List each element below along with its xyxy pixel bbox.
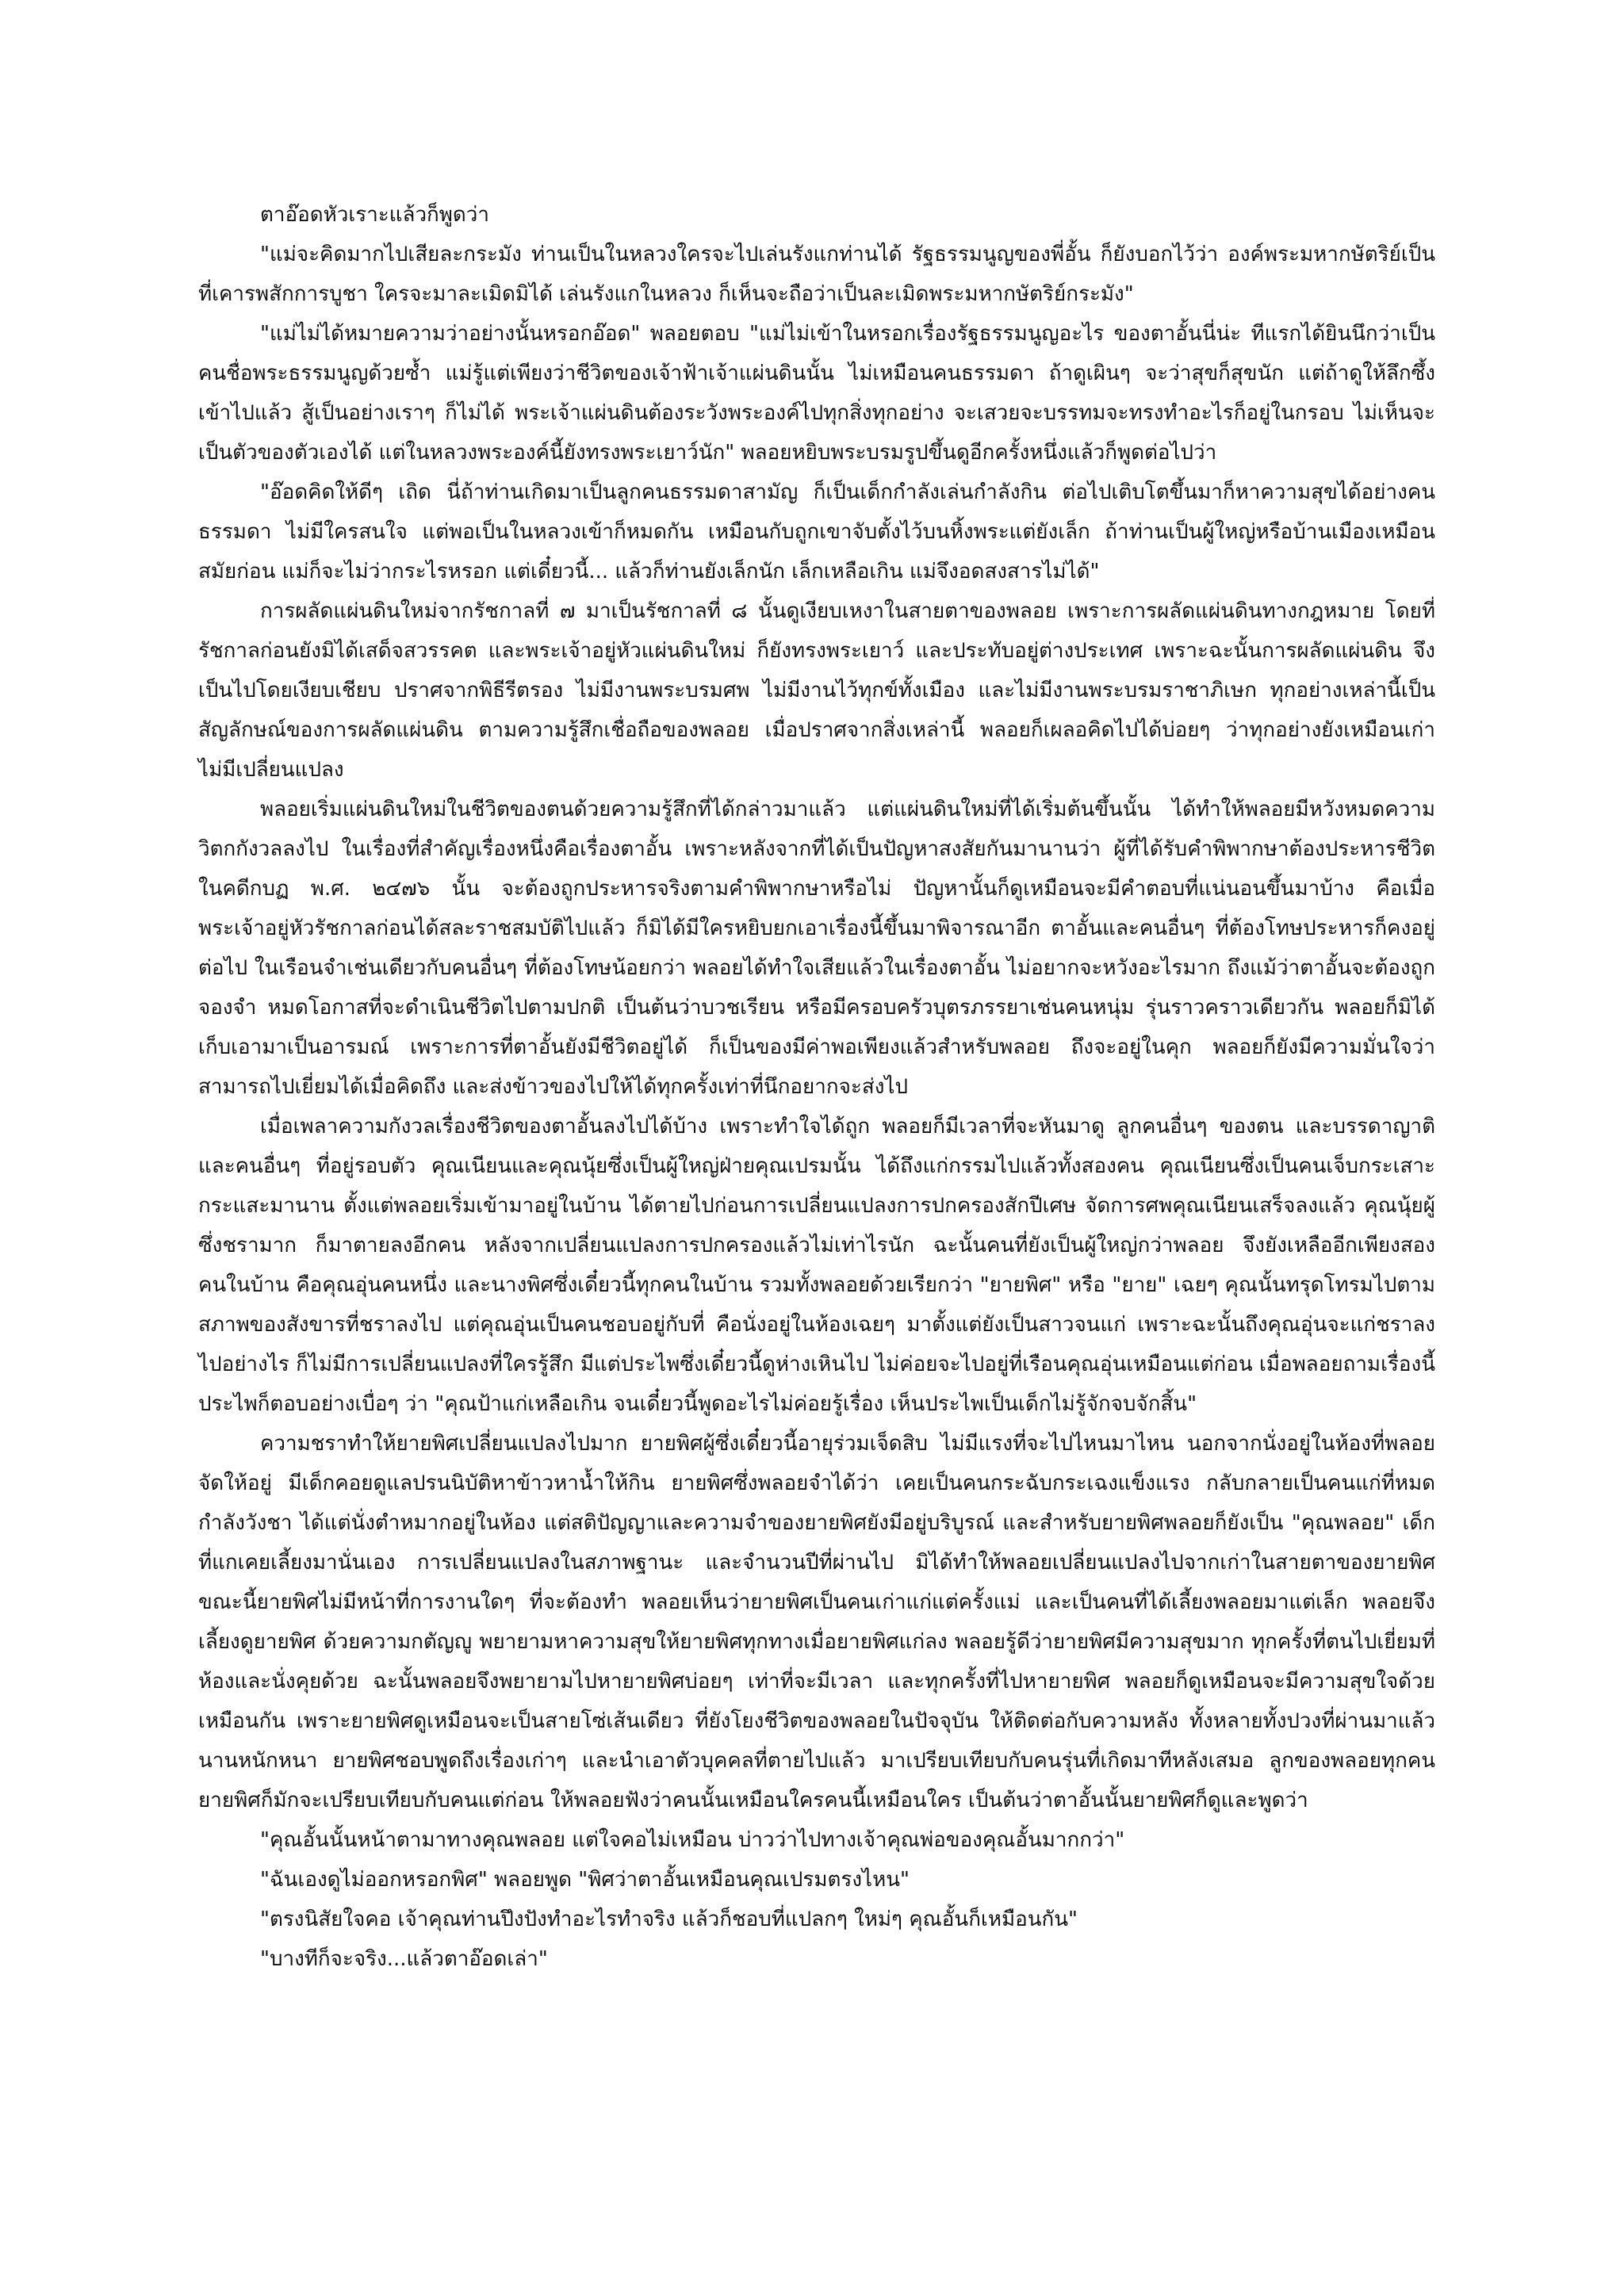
paragraph-5: การผลัดแผ่นดินใหม่จากรัชกาลที่ ๗ มาเป็นรัชกาลที่ ๘ นั้นดูเงียบเหงาในสายตาของพลอย เพราะการผลัดแผ่นดินทางกฎหมาย โดยที่รัชกาลก่อนยังมิได้เสด็จสวรรคต และพระเจ้าอยู่หัวแผ่นดินใหม่ ก็ยังทรงพระเยาว์ และประทับอยู่ต่างประเทศ เพราะฉะนั้นการผลัดแผ่นดิน จึงเป็นไปโดยเงียบเชียบ ปราศจากพิธีรีตรอง ไม่มีงานพระบรมศพ ไม่มีงานไว้ทุกข์ทั้งเมือง และไม่มีงานพระบรมราชาภิเษก ทุกอย่างเหล่านี้เป็นสัญลักษณ์ของการผลัดแผ่นดิน ตามความรู้สึกเชื่อถือของพลอย เมื่อปราศจากสิ่งเหล่านี้ พลอยก็เผลอคิดไปได้บ่อยๆ ว่าทุกอย่างยังเหมือนเก่าไม่มีเปลี่ยนแปลง [198,599,1435,782]
paragraph-1: ตาอ๊อดหัวเราะแล้วก็พูดว่า [260,203,490,227]
paragraph-6: พลอยเริ่มแผ่นดินใหม่ในชีวิตของตนด้วยความรู้สึกที่ได้กล่าวมาแล้ว แต่แผ่นดินใหม่ที่ได้เริ่มต้นขึ้นนั้น ได้ทำให้พลอยมีหวังหมดความวิตกกังวลลงไป ในเรื่องที่สำคัญเรื่องหนึ่งคือเรื่องตาอั้น เพราะหลังจากที่ได้เป็นปัญหาสงสัยกันมานานว่า ผู้ที่ได้รับคำพิพากษาต้องประหารชีวิต ในคดีกบฏ พ.ศ. ๒๔๗๖ นั้น จะต้องถูกประหารจริงตามคำพิพากษาหรือไม่ ปัญหานั้นก็ดูเหมือนจะมีคำตอบที่แน่นอนขึ้นมาบ้าง คือเมื่อพระเจ้าอยู่หัวรัชกาลก่อนได้สละราชสมบัติไปแล้ว ก็มิได้มีใครหยิบยกเอาเรื่องนี้ขึ้นมาพิจารณาอีก ตาอั้นและคนอื่นๆ ที่ต้องโทษประหารก็คงอยู่ต่อไป ในเรือนจำเช่นเดียวกับคนอื่นๆ ที่ต้องโทษน้อยกว่า พลอยได้ทำใจเสียแล้วในเรื่องตาอั้น ไม่อยากจะหวังอะไรมาก ถึงแม้ว่าตาอั้นจะต้องถูกจองจำ หมดโอกาสที่จะดำเนินชีวิตไปตามปกติ เป็นต้นว่าบวชเรียน หรือมีครอบครัวบุตรภรรยาเช่นคนหนุ่ม รุ่นราวคราวเดียวกัน พลอยก็มิได้เก็บเอามาเป็นอารมณ์ เพราะการที่ตาอั้นยังมีชีวิตอยู่ได้ ก็เป็นของมีค่าพอเพียงแล้วสำหรับพลอย ถึงจะอยู่ในคุก พลอยก็ยังมีความมั่นใจว่าสามารถไปเยี่ยมได้เมื่อคิดถึง และส่งข้าวของไปให้ได้ทุกครั้งเท่าที่นึกอยากจะส่งไป [198,798,1435,1099]
paragraph-4: "อ๊อดคิดให้ดีๆ เถิด นี่ถ้าท่านเกิดมาเป็นลูกคนธรรมดาสามัญ ก็เป็นเด็กกำลังเล่นกำลังกิน ต่อไปเติบโตขึ้นมาก็หาความสุขได้อย่างคนธรรมดา ไม่มีใครสนใจ แต่พอเป็นในหลวงเข้าก็หมดกัน เหมือนกับถูกเขาจับตั้งไว้บนหิ้งพระแต่ยังเล็ก ถ้าท่านเป็นผู้ใหญ่หรือบ้านเมืองเหมือนสมัยก่อน แม่ก็จะไม่ว่ากระไรหรอก แต่เดี๋ยวนี้... แล้วก็ท่านยังเล็กนัก เล็กเหลือเกิน แม่จึงอดสงสารไม่ได้" [198,480,1435,584]
paragraph-8: ความชราทำให้ยายพิศเปลี่ยนแปลงไปมาก ยายพิศผู้ซึ่งเดี๋ยวนี้อายุร่วมเจ็ดสิบ ไม่มีแรงที่จะไปไหนมาไหน นอกจากนั่งอยู่ในห้องที่พลอยจัดให้อยู่ มีเด็กคอยดูแลปรนนิบัติหาข้าวหาน้ำให้กิน ยายพิศซึ่งพลอยจำได้ว่า เคยเป็นคนกระฉับกระเฉงแข็งแรง กลับกลายเป็นคนแก่ที่หมดกำลังวังชา ได้แต่นั่งตำหมากอยู่ในห้อง แต่สติปัญญาและความจำของยายพิศยังมีอยู่บริบูรณ์ และสำหรับยายพิศพลอยก็ยังเป็น "คุณพลอย" เด็กที่แกเคยเลี้ยงมานั่นเอง การเปลี่ยนแปลงในสภาพฐานะ และจำนวนปีที่ผ่านไป มิได้ทำให้พลอยเปลี่ยนแปลงไปจากเก่าในสายตาของยายพิศ ขณะนี้ยายพิศไม่มีหน้าที่การงานใดๆ ที่จะต้องทำ พลอยเห็นว่ายายพิศเป็นคนเก่าแก่แต่ครั้งแม่ และเป็นคนที่ได้เลี้ยงพลอยมาแต่เล็ก พลอยจึงเลี้ยงดูยายพิศ ด้วยความกตัญญู พยายามหาความสุขให้ยายพิศทุกทางเมื่อยายพิศแก่ลง พลอยรู้ดีว่ายายพิศมีความสุขมาก ทุกครั้งที่ตนไปเยี่ยมที่ห้องและนั่งคุยด้วย ฉะนั้นพลอยจึงพยายามไปหายายพิศบ่อยๆ เท่าที่จะมีเวลา และทุกครั้งที่ไปหายายพิศ พลอยก็ดูเหมือนจะมีความสุขใจด้วยเหมือนกัน เพราะยายพิศดูเหมือนจะเป็นสายโซ่เส้นเดียว ที่ยังโยงชีวิตของพลอยในปัจจุบัน ให้ติดต่อกับความหลัง ทั้งหลายทั้งปวงที่ผ่านมาแล้วนานหนักหนา ยายพิศชอบพูดถึงเรื่องเก่าๆ และนำเอาตัวบุคคลที่ตายไปแล้ว มาเปรียบเทียบกับคนรุ่นที่เกิดมาทีหลังเสมอ ลูกของพลอยทุกคน ยายพิศก็มักจะเปรียบเทียบกับคนแต่ก่อน ให้พลอยฟังว่าคนนั้นเหมือนใครคนนี้เหมือนใคร เป็นต้นว่าตาอั้นนั้นยายพิศก็ดูและพูดว่า [198,1432,1435,1812]
dialogue-line-2: "ฉันเองดูไม่ออกหรอกพิศ" พลอยพูด "พิศว่าตาอั้นเหมือนคุณเปรมตรงไหน" [260,1868,910,1892]
paragraph-7: เมื่อเพลาความกังวลเรื่องชีวิตของตาอั้นลงไปได้บ้าง เพราะทำใจได้ถูก พลอยก็มีเวลาที่จะหันมาดู ลูกคนอื่นๆ ของตน และบรรดาญาติและคนอื่นๆ ที่อยู่รอบตัว คุณเนียนและคุณนุ้ยซึ่งเป็นผู้ใหญ่ฝ่ายคุณเปรมนั้น ได้ถึงแก่กรรมไปแล้วทั้งสองคน คุณเนียนซึ่งเป็นคนเจ็บกระเสาะกระแสะมานาน ตั้งแต่พลอยเริ่มเข้ามาอยู่ในบ้าน ได้ตายไปก่อนการเปลี่ยนแปลงการปกครองสักปีเศษ จัดการศพคุณเนียนเสร็จลงแล้ว คุณนุ้ยผู้ซึ่งชรามาก ก็มาตายลงอีกคน หลังจากเปลี่ยนแปลงการปกครองแล้วไม่เท่าไรนัก ฉะนั้นคนที่ยังเป็นผู้ใหญ่กว่าพลอย จึงยังเหลืออีกเพียงสองคนในบ้าน คือคุณอุ่นคนหนึ่ง และนางพิศซึ่งเดี๋ยวนี้ทุกคนในบ้าน รวมทั้งพลอยด้วยเรียกว่า "ยายพิศ" หรือ "ยาย" เฉยๆ คุณนั้นทรุดโทรมไปตามสภาพของสังขารที่ชราลงไป แต่คุณอุ่นเป็นคนชอบอยู่กับที่ คือนั่งอยู่ในห้องเฉยๆ มาตั้งแต่ยังเป็นสาวจนแก่ เพราะฉะนั้นถึงคุณอุ่นจะแก่ชราลงไปอย่างไร ก็ไม่มีการเปลี่ยนแปลงที่ใครรู้สึก มีแต่ประไพซึ่งเดี๋ยวนี้ดูห่างเหินไป ไม่ค่อยจะไปอยู่ที่เรือนคุณอุ่นเหมือนแต่ก่อน เมื่อพลอยถามเรื่องนี้ประไพก็ตอบอย่างเบื่อๆ ว่า "คุณป้าแก่เหลือเกิน จนเดี๋ยวนี้พูดอะไรไม่ค่อยรู้เรื่อง เห็นประไพเป็นเด็กไม่รู้จักจบจักสิ้น" [198,1115,1435,1416]
paragraph-3: "แม่ไม่ได้หมายความว่าอย่างนั้นหรอกอ๊อด" พลอยตอบ "แม่ไม่เข้าในหรอกเรื่องรัฐธรรมนูญอะไร ของตาอั้นนี่น่ะ ทีแรกได้ยินนึกว่าเป็นคนชื่อพระธรรมนูญด้วยซ้ำ แม่รู้แต่เพียงว่าชีวิตของเจ้าฟ้าเจ้าแผ่นดินนั้น ไม่เหมือนคนธรรมดา ถ้าดูเผินๆ จะว่าสุขก็สุขนัก แต่ถ้าดูให้ลึกซึ้งเข้าไปแล้ว สู้เป็นอย่างเราๆ ก็ไม่ได้ พระเจ้าแผ่นดินต้องระวังพระองค์ไปทุกสิ่งทุกอย่าง จะเสวยจะบรรทมจะทรงทำอะไรก็อยู่ในกรอบ ไม่เห็นจะเป็นตัวของตัวเองได้ แต่ในหลวงพระองค์นี้ยังทรงพระเยาว์นัก" พลอยหยิบพระบรมรูปขึ้นดูอีกครั้งหนึ่งแล้วก็พูดต่อไปว่า [198,322,1435,465]
dialogue-line-1: "คุณอั้นนั้นหน้าตามาทางคุณพลอย แต่ใจคอไม่เหมือน บ่าวว่าไปทางเจ้าคุณพ่อของคุณอั้นมากกว่า" [260,1828,1125,1852]
document-page [198,195,1435,2241]
paragraph-2: "แม่จะคิดมากไปเสียละกระมัง ท่านเป็นในหลวงใครจะไปเล่นรังแกท่านได้ รัฐธรรมนูญของพี่อั้น ก็ยังบอกไว้ว่า องค์พระมหากษัตริย์เป็นที่เคารพสักการบูชา ใครจะมาละเมิดมิได้ เล่นรังแกในหลวง ก็เห็นจะถือว่าเป็นละเมิดพระมหากษัตริย์กระมัง" [198,243,1435,306]
dialogue-line-3: "ตรงนิสัยใจคอ เจ้าคุณท่านปึงปังทำอะไรทำจริง แล้วก็ชอบที่แปลกๆ ใหม่ๆ คุณอั้นก็เหมือนกัน" [260,1908,1078,1931]
dialogue-line-4: "บางทีก็จะจริง...แล้วตาอ๊อดเล่า" [260,1947,548,1971]
